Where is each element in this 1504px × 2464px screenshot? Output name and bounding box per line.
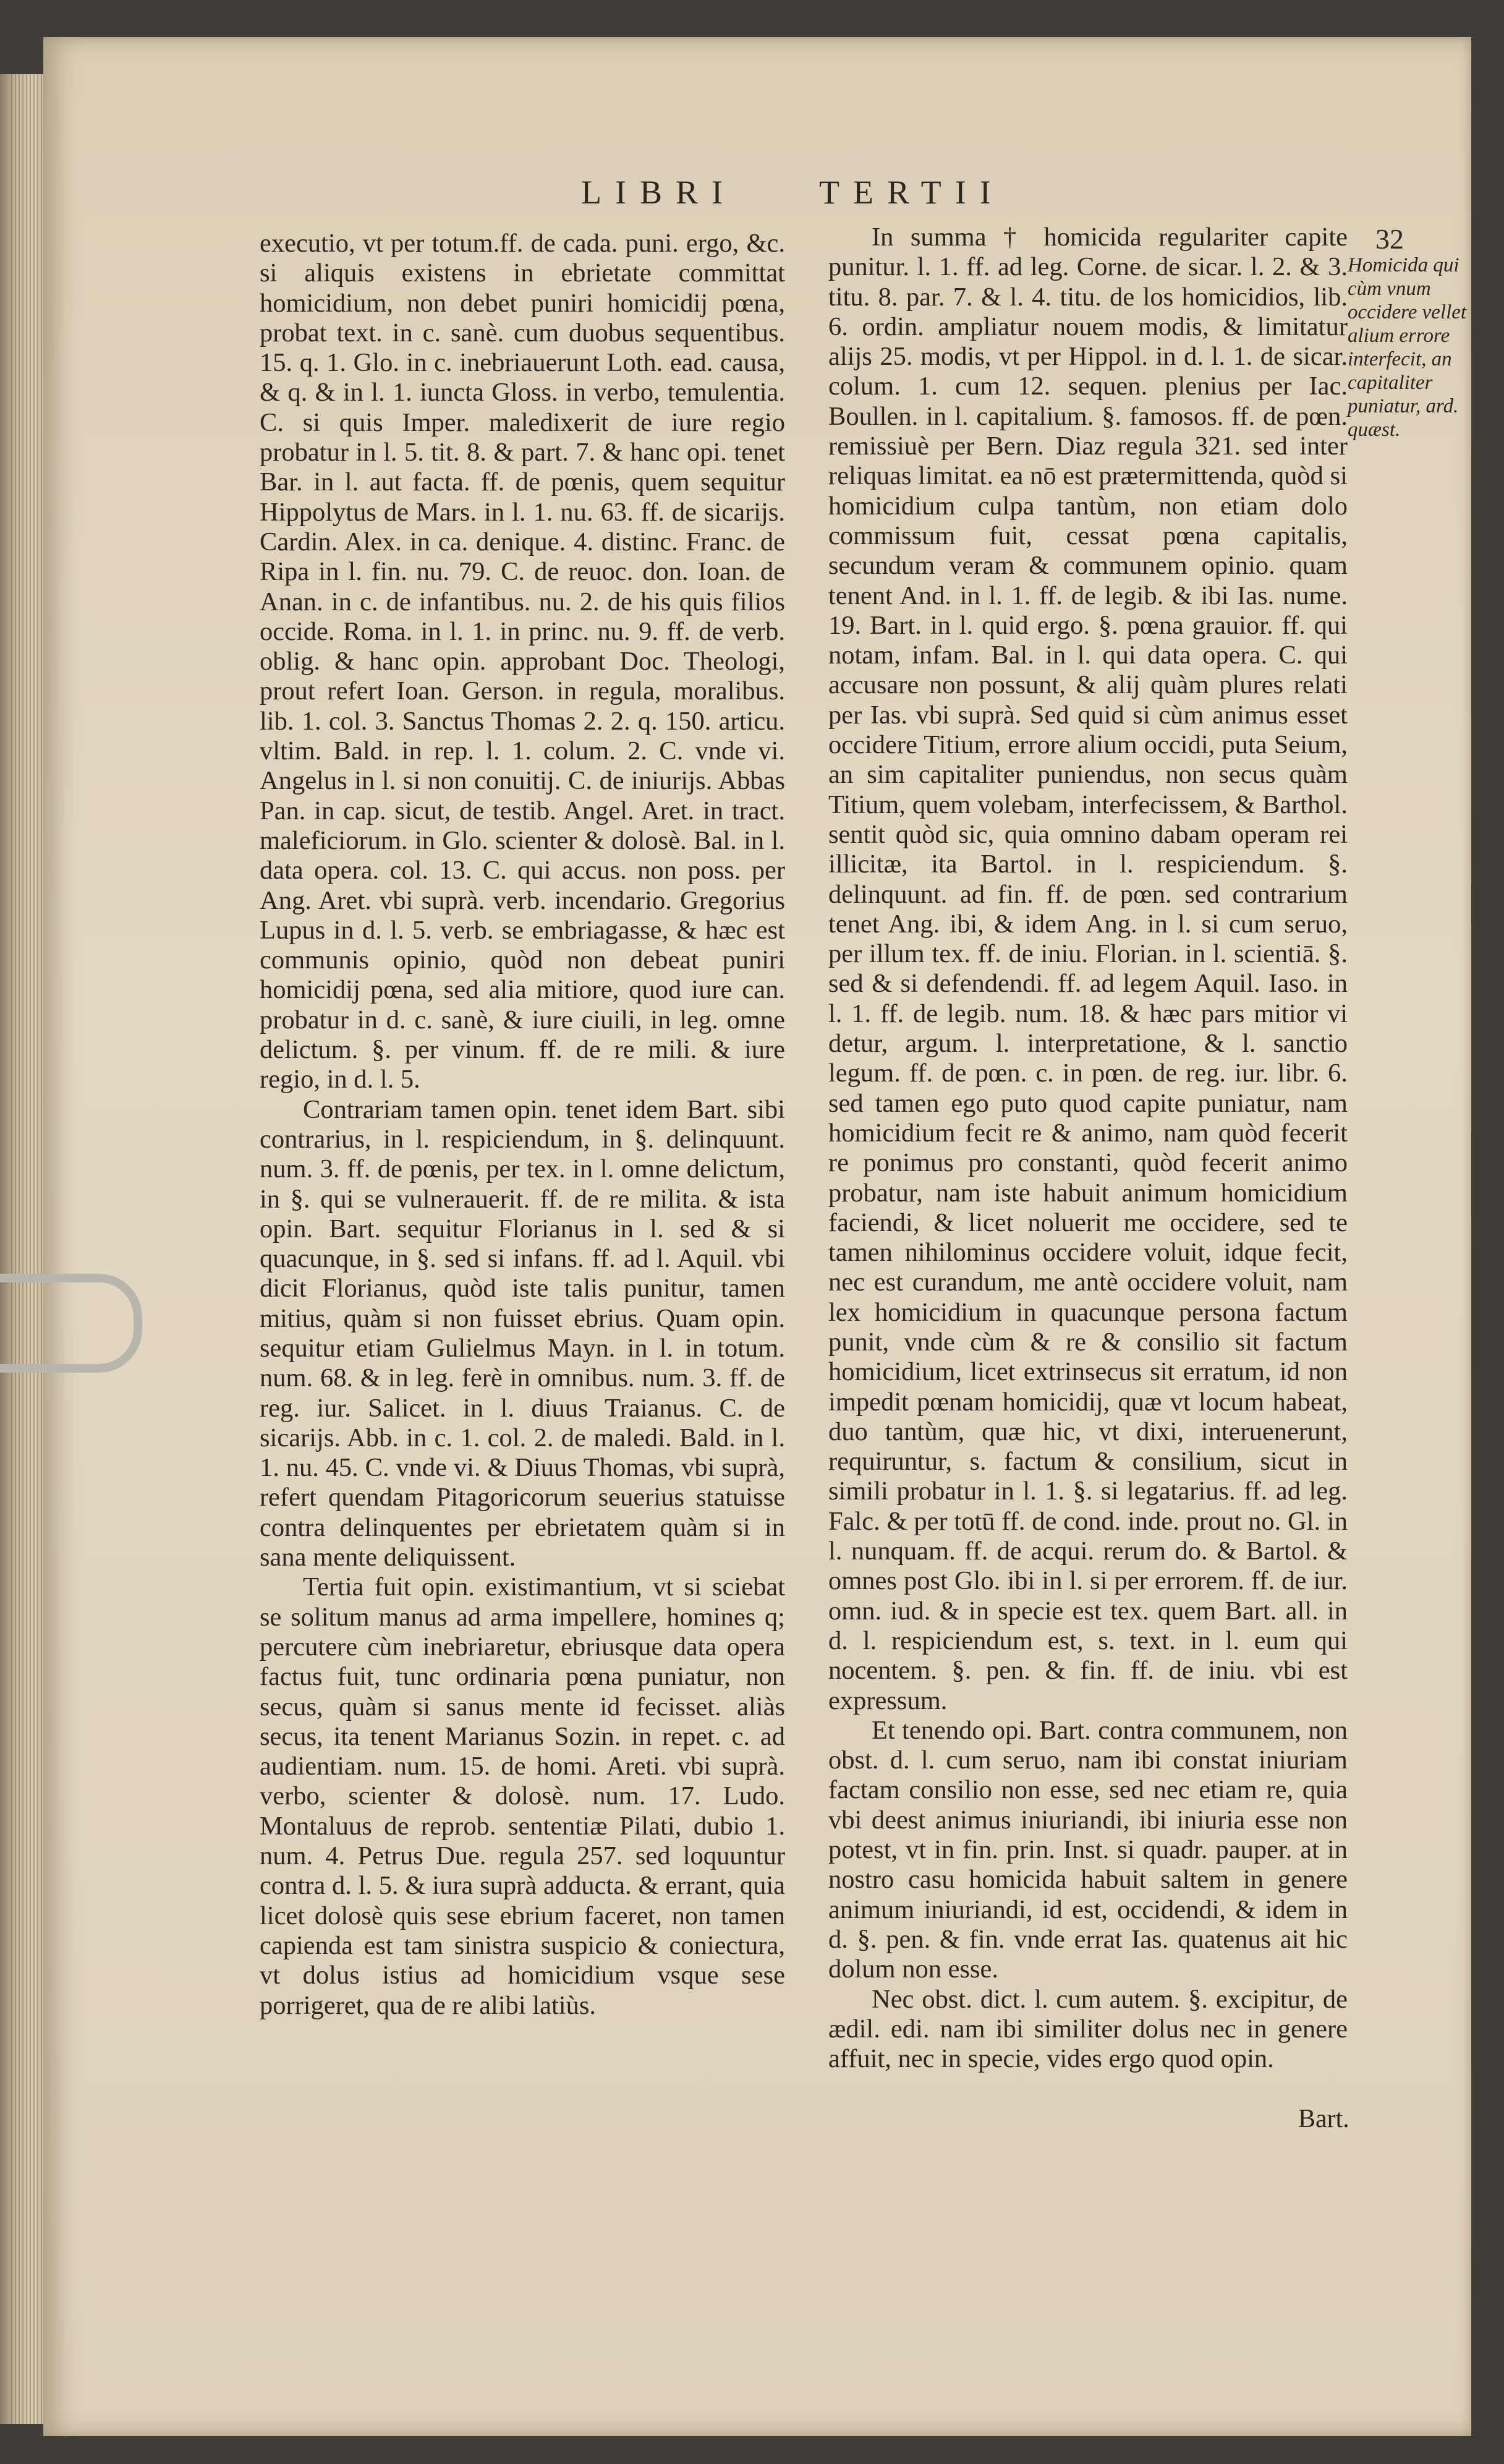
right-paragraph-1: In summa † homicida regulariter capite punitur. l. 1. ff. ad leg. Corne. de sicar. l. 2. & 3. titu. 8. par. 7. & l. 4. titu. de los homicidios, lib. 6. ordin. ampliatur nouem modis, & limitatur alijs 25. modis, vt per Hippol. in d. l. 1. de sicar. colum. 1. cum 12. sequen. plenius per Iac. Boullen. in l. capitalium. §. famosos. ff. de pœn. remissiuè per Bern. Diaz regula 321. sed inter reliquas limitat. ea nō est prætermittenda, quòd si homicidium culpa tantùm, non etiam dolo commissum fuit, cessat pœna capitalis, secundum veram & communem opinio. quam tenent And. in l. 1. ff. de legib. & ibi Ias. nume. 19. Bart. in l. quid ergo. §. pœna grauior. ff. qui notam, infam. Bal. in l. qui data opera. C. qui accusare non possunt, & alij quàm plures relati per Ias. vbi suprà. Sed quid si cùm animus esset occidere Titium, errore alium occidi, puta Seium, an sim capitaliter puniendus, non secus quàm Titium, quem volebam, interfecissem, & Barthol. sentit quòd sic, quia omnino dabam operam rei illicitæ, ita Bartol. in l. respiciendum. §. delinquunt. ad fin. ff. de pœn. sed contrarium tenet Ang. ibi, & idem Ang. in l. si cum seruo, per illum tex. ff. de iniu. Florian. in l. scientiā. §. sed & si defendendi. ff. ad legem Aquil. Iaso. in l. 1. ff. de legib. num. 18. & hæc pars mitior vi detur, argum. l. interpretatione, & l. sanctio legum. ff. de pœn. c. in pœn. de reg. iur. libr. 6. sed tamen ego puto quod capite puniatur, nam homicidium fecit re & animo, nam quòd fecerit re ponimus pro constanti, quòd fecerit animo probatur, nam iste habuit animum homicidium faciendi, & licet noluerit me occidere, sed te tamen nihilominus occidere voluit, idque fecit, nec est curandum, me antè occidere voluit, nam lex homicidium in quacunque persona factum punit, vnde cùm & re & consilio sit factum homicidium, licet extrinsecus sit erratum, id non impedit pœnam homicidij, quæ vt locum habeat, duo tantùm, quæ hic, vt dixi, interuenerunt, requiruntur, s. factum & consilium, sicut in simili probatur in l. 1. §. si legatarius. ff. ad leg. Falc. & per totū ff. de cond. inde. prout no. Gl. in l. nunquam. ff. de acqui. rerum do. & Bartol. & omnes post Glo. ibi in l. si per errorem. ff. de iur. omn. iud. & in specie est tex. quem Bart. all. in d. l. respiciendum est, s. text. in l. eum qui nocentem. §. pen. & fin. ff. de iniu. vbi est expressum. — [828, 223, 1348, 1715]
page-clip — [0, 1274, 142, 1373]
right-paragraph-3: Nec obst. dict. l. cum autem. §. excipitur, de ædil. edi. nam ibi similiter dolus nec in genere affuit, nec in specie, vides ergo quod opin. — [828, 1984, 1348, 2074]
header-word-libri: LIBRI — [581, 174, 736, 211]
page-number: 32 — [1375, 223, 1404, 255]
marginal-note: Homicida qui cùm vnum occidere vellet alium errore interfecit, an capitaliter puniatur, ard. quæst. — [1348, 254, 1467, 441]
right-column — [828, 223, 1348, 2074]
running-header — [581, 173, 1137, 229]
left-paragraph-3: Tertia fuit opin. existimantium, vt si sciebat se solitum manus ad arma impellere, homines q; percutere cùm inebriaretur, ebriusque data opera factus fuit, tunc ordinaria pœna puniatur, non secus, quàm si sanus mente id fecisset. aliàs secus, ita tenent Marianus Sozin. in repet. c. ad audientiam. num. 15. de homi. Areti. vbi suprà. verbo, scienter & dolosè. num. 17. Ludo. Montaluus de reprob. sententiæ Pilati, dubio 1. num. 4. Petrus Due. regula 257. sed loquuntur contra d. l. 5. & iura suprà adducta. & errant, quia licet dolosè quis sese ebrium faceret, non tamen capienda est tam sinistra suspicio & coniectura, vt dolus istius ad homicidium vsque sese porrigeret, qua de re alibi latiùs. — [260, 1572, 785, 2020]
left-paragraph-2: Contrariam tamen opin. tenet idem Bart. sibi contrarius, in l. respiciendum, in §. delinquunt. num. 3. ff. de pœnis, per tex. in l. omne delictum, in §. qui se vulnerauerit. ff. de re milita. & ista opin. Bart. sequitur Florianus in l. sed & si quacunque, in §. sed si infans. ff. ad l. Aquil. vbi dicit Florianus, quòd iste talis punitur, tamen mitius, quàm si non fuisset ebrius. Quam opin. sequitur etiam Gulielmus Mayn. in l. in totum. num. 68. & in leg. ferè in omnibus. num. 3. ff. de reg. iur. Salicet. in l. diuus Traianus. C. de sicarijs. Abb. in c. 1. col. 2. de maledi. Bald. in l. 1. nu. 45. C. vnde vi. & Diuus Thomas, vbi suprà, refert quendam Pitagoricorum seuerius statuisse contra delinquentes per ebrietatem quàm si in sana mente deliquissent. — [260, 1094, 785, 1572]
left-paragraph-1: executio, vt per totum.ff. de cada. puni. ergo, &c. si aliquis existens in ebrietate committat homicidium, non debet puniri homicidij pœna, probat text. in c. sanè. cum duobus sequentibus. 15. q. 1. Glo. in c. inebriauerunt Loth. ead. causa, & q. & in l. 1. iuncta Gloss. in verbo, temulentia. C. si quis Imper. maledixerit de iure regio probatur in l. 5. tit. 8. & part. 7. & hanc opi. tenet Bar. in l. aut facta. ff. de pœnis, quem sequitur Hippolytus de Mars. in l. 1. nu. 63. ff. de sicarijs. Cardin. Alex. in ca. denique. 4. distinc. Franc. de Ripa in l. fin. nu. 79. C. de reuoc. don. Ioan. de Anan. in c. de infantibus. nu. 2. de his quis filios occide. Roma. in l. 1. in princ. nu. 9. ff. de verb. oblig. & hanc opin. approbant Doc. Theologi, prout refert Ioan. Gerson. in regula, moralibus. lib. 1. col. 3. Sanctus Thomas 2. 2. q. 150. articu. vltim. Bald. in rep. l. 1. colum. 2. C. vnde vi. Angelus in l. si non conuitij. C. de iniurijs. Abbas Pan. in cap. sicut, de testib. Angel. Aret. in tract. maleficiorum. in Glo. scienter & dolosè. Bal. in l. data opera. col. 13. C. qui accus. non poss. per Ang. Aret. vbi suprà. verb. incendario. Gregorius Lupus in d. l. 5. verb. se embriagasse, & hæc est communis opinio, quòd non debeat puniri homicidij pœna, sed alia mitiore, quod iure can. probatur in d. c. sanè, & iure ciuili, in leg. omne delictum. §. per vinum. ff. de re mili. & iure regio, in d. l. 5. — [260, 229, 785, 1094]
header-word-tertii: TERTII — [819, 174, 1005, 211]
catchword: Bart. — [1298, 2105, 1349, 2133]
left-column — [260, 229, 785, 2021]
right-paragraph-2: Et tenendo opi. Bart. contra communem, non obst. d. l. cum seruo, nam ibi constat iniuriam factam consilio non esse, sed nec etiam re, quia vbi deest animus iniuriandi, ibi iniuria esse non potest, vt in fin. prin. Inst. si quadr. pauper. at in nostro casu homicida habuit saltem in genere animum iniuriandi, id est, occidendi, & idem in d. §. pen. & fin. vnde errat Ias. quatenus ait hic dolum non esse. — [828, 1715, 1348, 1984]
